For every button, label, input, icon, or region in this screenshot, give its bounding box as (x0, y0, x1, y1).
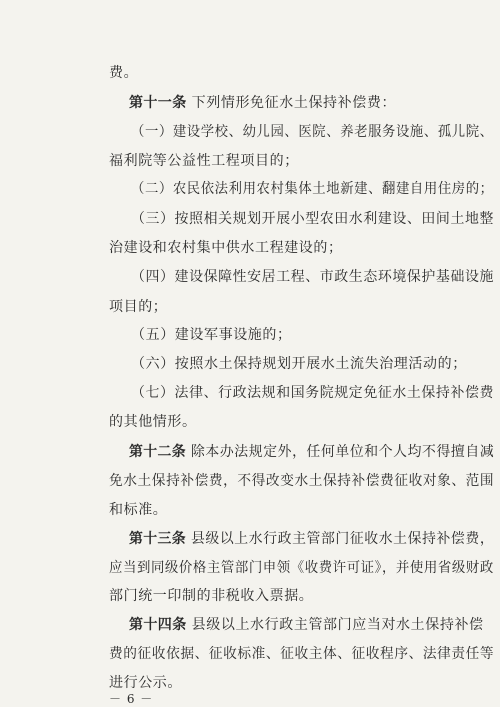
text-line: 的其他情形。 (109, 414, 197, 430)
text-line: （四）建设保障性安居工程、市政生态环境保护基础设施 (131, 269, 494, 285)
page-number: － 6 － (109, 692, 154, 706)
text-line: 应当到同级价格主管部门申领《收费许可证》，并使用省级财政 (109, 560, 494, 576)
text-line: 进行公示。 (109, 675, 182, 691)
article-heading: 第十二条 (129, 444, 186, 460)
article-13-line: 第十三条 县级以上水行政主管部门征收水土保持补偿费， (129, 531, 495, 547)
text-line: 部门统一印制的非税收入票据。 (109, 588, 314, 604)
article-heading: 第十四条 (129, 617, 187, 633)
text-line: 费的征收依据、征收标准、征收主体、征收程序、法律责任等 (109, 646, 495, 662)
text-line: （三）按照相关规划开展小型农田水利建设、田间土地整 (131, 211, 494, 227)
text-line: 项目的； (109, 299, 168, 315)
article-heading: 第十一条 (129, 95, 187, 111)
text-line: 免水土保持补偿费，不得改变水土保持补偿费征收对象、范围 (109, 473, 495, 489)
text-line: （二）农民依法利用农村集体土地新建、翻建自用住房的； (131, 181, 494, 197)
article-11-line: 第十一条 下列情形免征水土保持补偿费： (129, 95, 397, 111)
text-line: 治建设和农村集中供水工程建设的； (109, 240, 343, 256)
article-heading: 第十三条 (129, 531, 186, 547)
text-line: （五）建设军事设施的； (131, 327, 292, 343)
text-line: （六）按照水土保持规划开展水土流失治理活动的； (131, 356, 467, 372)
text-line: （七）法律、行政法规和国务院规定免征水土保持补偿费 (131, 385, 494, 401)
article-12-line: 第十二条 除本办法规定外，任何单位和个人均不得擅自减 (129, 444, 495, 460)
text-line: 费。 (109, 65, 139, 81)
text-line: 福利院等公益性工程项目的； (109, 153, 299, 169)
text-line: 和标准。 (109, 502, 168, 518)
article-14-line: 第十四条 县级以上水行政主管部门应当对水土保持补偿 (129, 617, 484, 633)
text-line: （一）建设学校、幼儿园、医院、养老服务设施、孤儿院、 (131, 124, 494, 140)
